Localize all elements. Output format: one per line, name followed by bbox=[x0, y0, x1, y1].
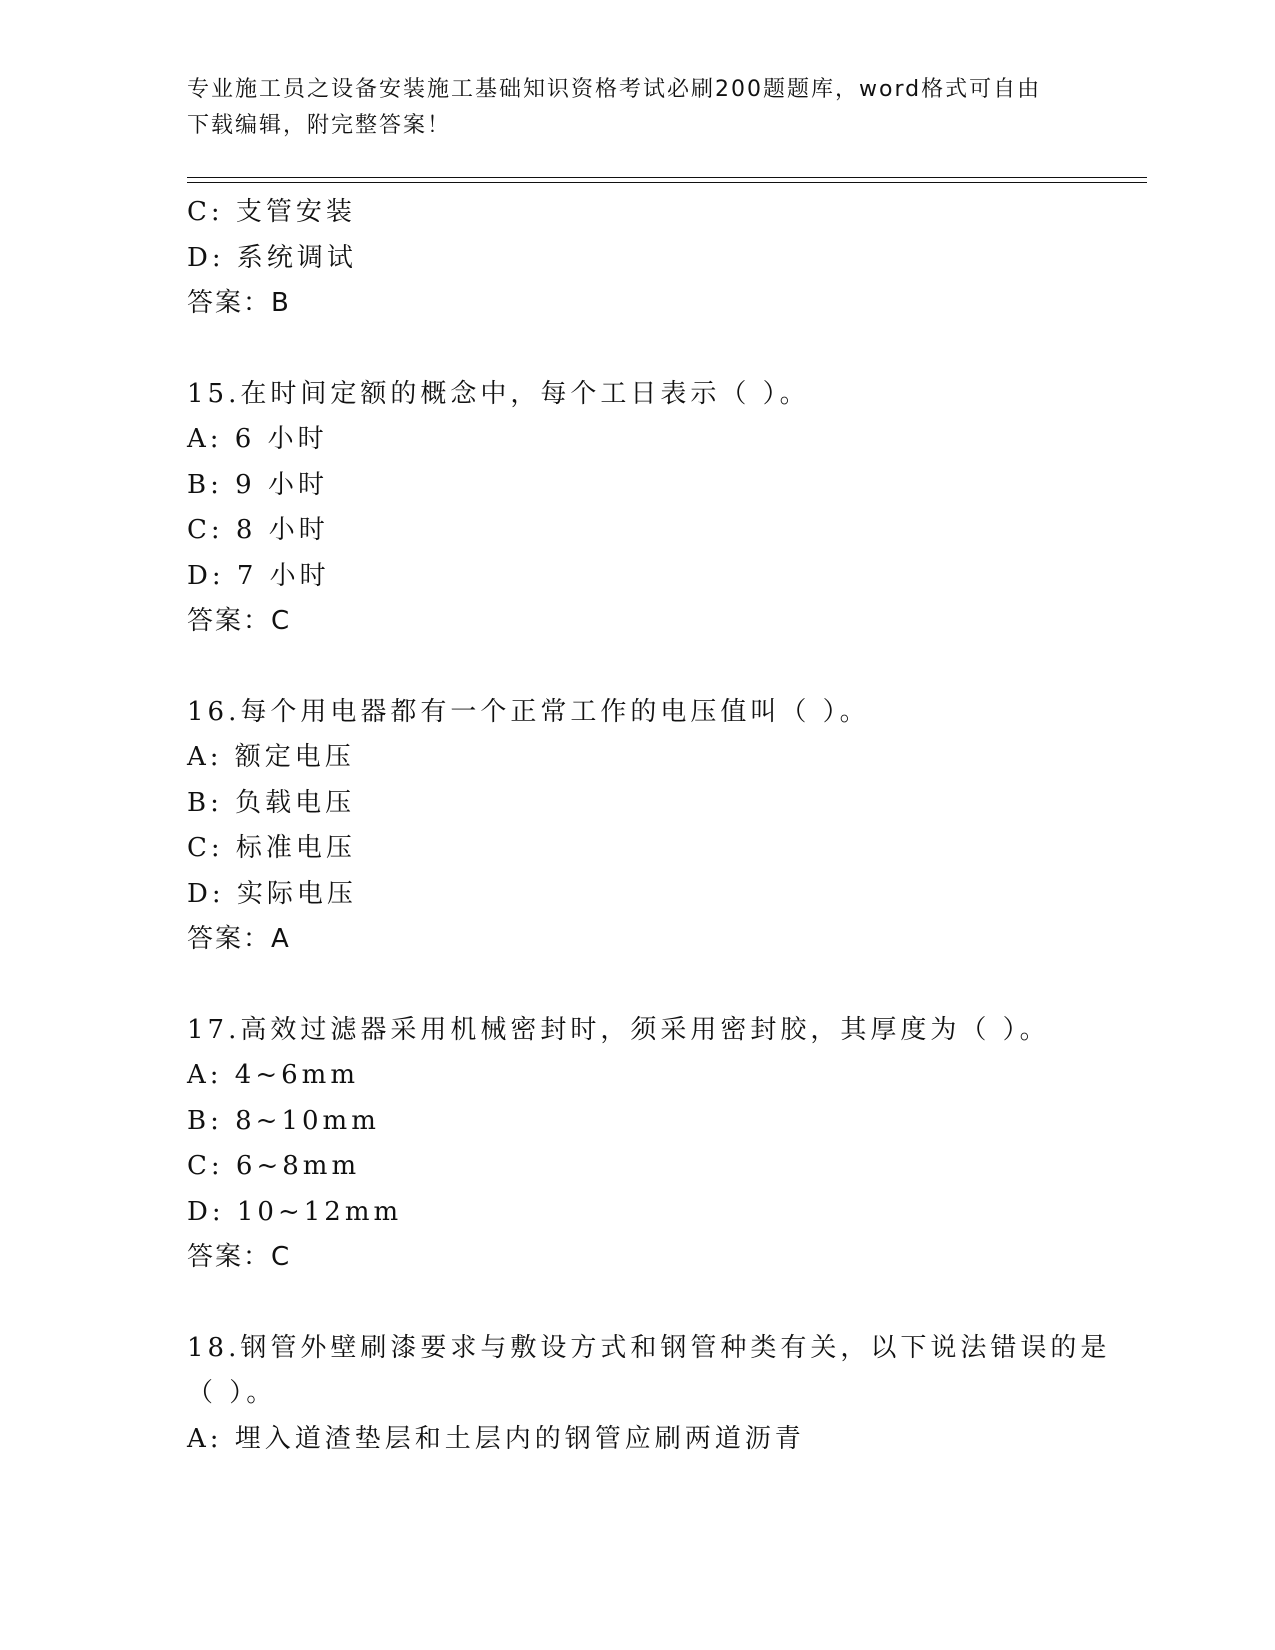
question-stem: 16.每个用电器都有一个正常工作的电压值叫（ ）。 bbox=[187, 696, 870, 727]
option-d: D: 实际电压 bbox=[187, 878, 357, 909]
option-c: C: 8 小时 bbox=[187, 515, 329, 545]
option-b: B: 8~10mm bbox=[187, 1105, 380, 1136]
option-a: A: 6 小时 bbox=[187, 424, 328, 454]
question-15 bbox=[187, 372, 1087, 645]
option-d: D: 系统调试 bbox=[187, 242, 357, 273]
previous-question-tail bbox=[187, 190, 1087, 327]
option-c: C: 标准电压 bbox=[187, 833, 356, 863]
answer: 答案：C bbox=[187, 1242, 292, 1272]
option-c: C: 6~8mm bbox=[187, 1151, 361, 1181]
option-d: D: 7 小时 bbox=[187, 560, 330, 591]
answer: 答案：C bbox=[187, 606, 292, 636]
question-stem: 15.在时间定额的概念中，每个工日表示（ ）。 bbox=[187, 378, 810, 409]
header-line-2: 下载编辑，附完整答案！ bbox=[187, 113, 452, 138]
option-a: A: 4~6mm bbox=[187, 1060, 359, 1090]
question-list bbox=[187, 190, 1111, 1462]
question-stem-continued: （ ）。 bbox=[187, 1378, 277, 1408]
option-b: B: 负载电压 bbox=[187, 787, 356, 818]
answer: 答案：A bbox=[187, 924, 291, 954]
question-stem: 17.高效过滤器采用机械密封时，须采用密封胶，其厚度为（ ）。 bbox=[187, 1014, 1050, 1045]
option-c: C: 支管安装 bbox=[187, 197, 356, 227]
option-d: D: 10~12mm bbox=[187, 1196, 403, 1227]
answer: 答案：B bbox=[187, 288, 291, 318]
question-stem: 18.钢管外壁刷漆要求与敷设方式和钢管种类有关，以下说法错误的是 bbox=[187, 1332, 1111, 1363]
question-18 bbox=[187, 1326, 1111, 1463]
question-17 bbox=[187, 1008, 1087, 1281]
option-a: A: 额定电压 bbox=[187, 742, 355, 772]
option-b: B: 9 小时 bbox=[187, 469, 328, 500]
header-divider-bottom bbox=[187, 182, 1147, 183]
question-16 bbox=[187, 690, 1087, 963]
document-header bbox=[187, 72, 1067, 144]
header-line-1: 专业施工员之设备安装施工基础知识资格考试必刷200题题库，word格式可自由 bbox=[187, 77, 1042, 102]
header-divider-top bbox=[187, 177, 1147, 178]
option-a: A: 埋入道渣垫层和土层内的钢管应刷两道沥青 bbox=[187, 1423, 805, 1454]
